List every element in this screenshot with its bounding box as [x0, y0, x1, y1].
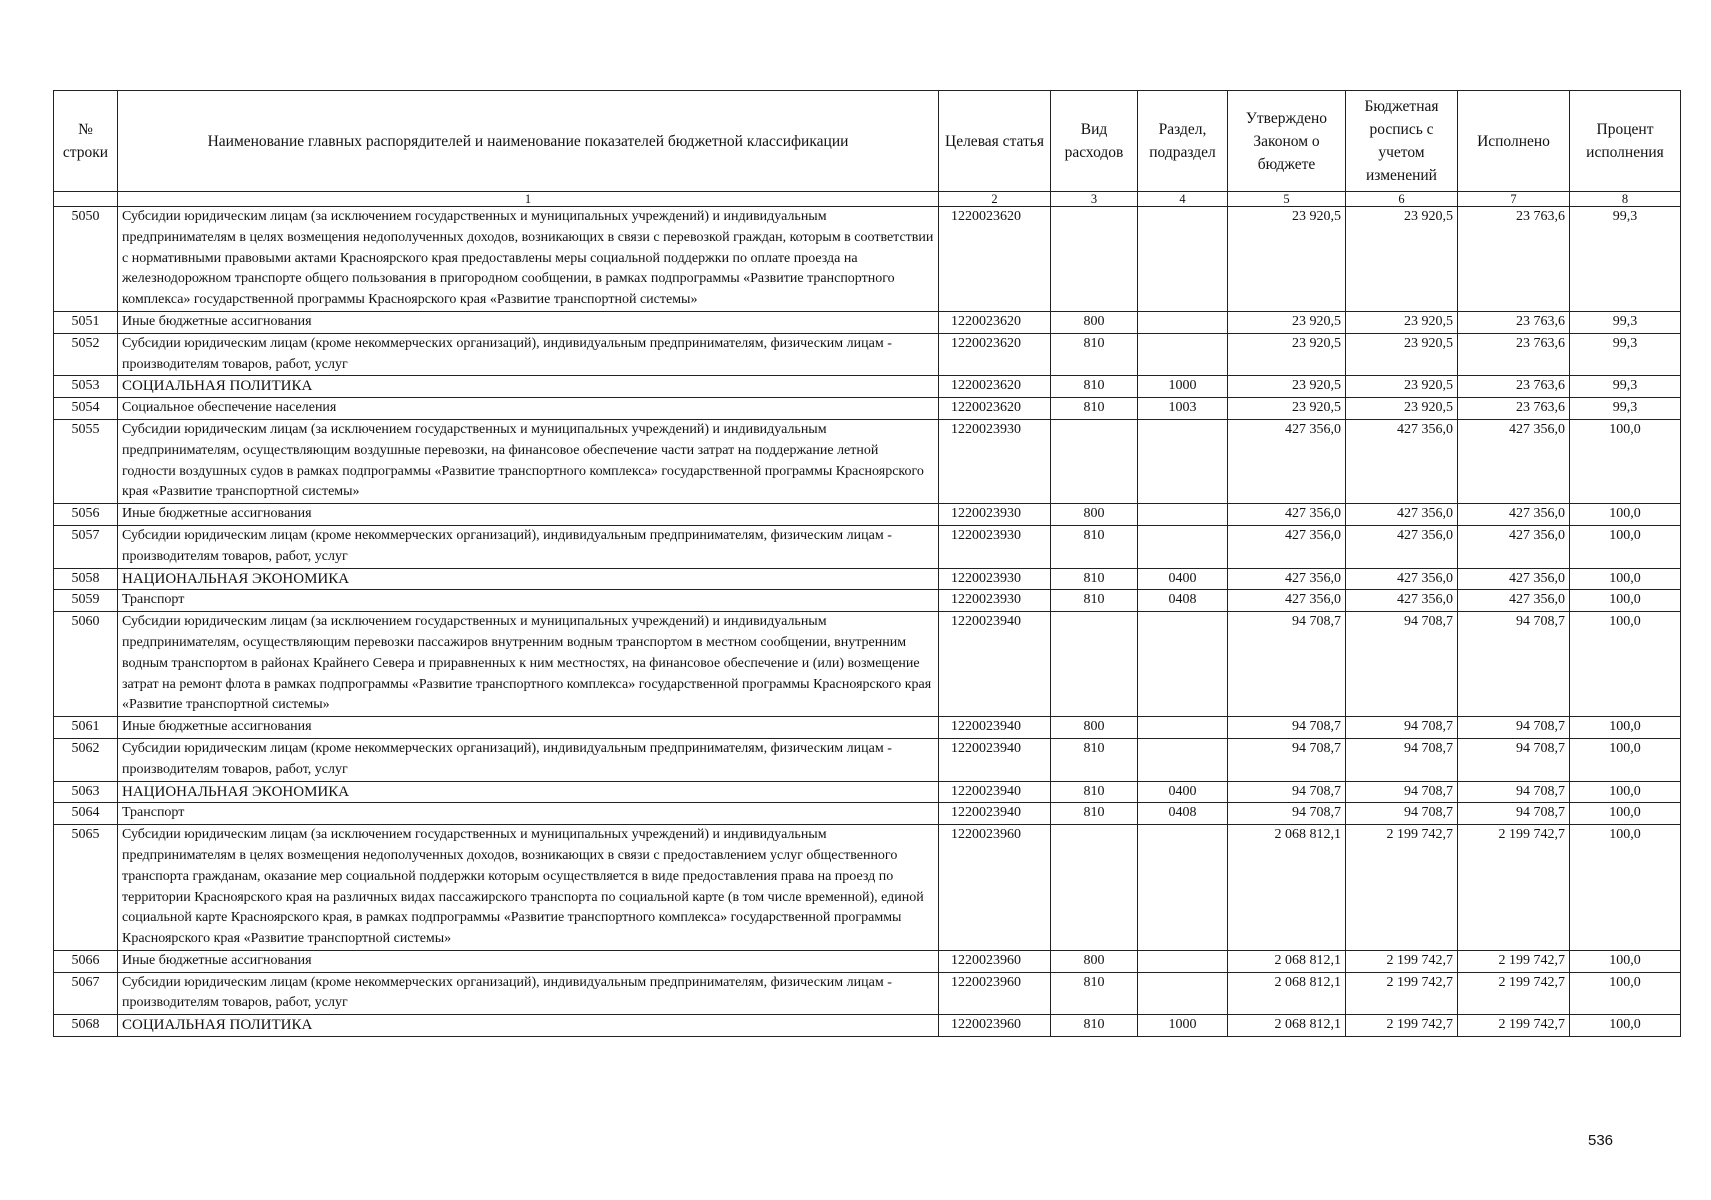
- budget-amount: 94 708,7: [1346, 717, 1458, 739]
- executed-amount: 23 763,6: [1458, 207, 1570, 312]
- section-code: [1138, 612, 1228, 717]
- row-name: Субсидии юридическим лицам (за исключением государственных и муниципальных учреждений) и индивидуальным предпринимателям в целях возмещения недополученных доходов, возникающих в связи с перевозкой граждан, которым в соответствии с нормативными правовыми актами Красноярского края предоставлены меры социальной поддержки по оплате проезда на железнодорожном транспорте общего пользования в пригородном сообщении, в рамках подпрограммы «Развитие транспортного комплекса» государственной программы Красноярского края «Развитие транспортной системы»: [118, 207, 939, 312]
- execution-percent: 100,0: [1570, 525, 1681, 568]
- target-article-code: 1220023620: [939, 333, 1051, 376]
- target-article-code: 1220023930: [939, 525, 1051, 568]
- target-article-code: 1220023960: [939, 972, 1051, 1015]
- expense-type-code: [1051, 825, 1138, 951]
- executed-amount: 427 356,0: [1458, 419, 1570, 503]
- approved-amount: 427 356,0: [1228, 419, 1346, 503]
- row-name: Транспорт: [118, 803, 939, 825]
- row-name: Субсидии юридическим лицам (за исключением государственных и муниципальных учреждений) и индивидуальным предпринимателям в целях возмещения недополученных доходов, возникающих в связи с предоставлением услуг общественного транспорта гражданам, оказание мер социальной поддержки которым осуществляется в виде предоставления права на проезд по территории Красноярского края на различных видах пассажирского транспорта по социальной карте (в том числе временной), единой социальной карте Красноярского края, в рамках подпрограммы «Развитие транспортного комплекса» государственной программы Красноярского края «Развитие транспортной системы»: [118, 825, 939, 951]
- expense-type-code: [1051, 207, 1138, 312]
- target-article-code: 1220023930: [939, 419, 1051, 503]
- row-name: Иные бюджетные ассигнования: [118, 504, 939, 526]
- execution-percent: 100,0: [1570, 950, 1681, 972]
- section-code: 0408: [1138, 590, 1228, 612]
- execution-percent: 99,3: [1570, 207, 1681, 312]
- row-number: 5051: [54, 311, 118, 333]
- executed-amount: 427 356,0: [1458, 568, 1570, 590]
- target-article-code: 1220023620: [939, 207, 1051, 312]
- row-number: 5053: [54, 376, 118, 398]
- section-code: [1138, 972, 1228, 1015]
- row-name: СОЦИАЛЬНАЯ ПОЛИТИКА: [118, 376, 939, 398]
- approved-amount: 23 920,5: [1228, 333, 1346, 376]
- approved-amount: 427 356,0: [1228, 525, 1346, 568]
- approved-amount: 94 708,7: [1228, 717, 1346, 739]
- expense-type-code: 800: [1051, 717, 1138, 739]
- target-article-code: 1220023930: [939, 504, 1051, 526]
- row-name: СОЦИАЛЬНАЯ ПОЛИТИКА: [118, 1015, 939, 1037]
- budget-amount: 23 920,5: [1346, 207, 1458, 312]
- execution-percent: 100,0: [1570, 1015, 1681, 1037]
- header-section: Раздел, подраздел: [1138, 91, 1228, 192]
- approved-amount: 94 708,7: [1228, 738, 1346, 781]
- target-article-code: 1220023960: [939, 950, 1051, 972]
- table-row: [54, 717, 1681, 739]
- table-row: [54, 333, 1681, 376]
- row-name: Субсидии юридическим лицам (кроме некоммерческих организаций), индивидуальным предпринимателям, физическим лицам - производителям товаров, работ, услуг: [118, 525, 939, 568]
- approved-amount: 23 920,5: [1228, 311, 1346, 333]
- approved-amount: 2 068 812,1: [1228, 950, 1346, 972]
- target-article-code: 1220023960: [939, 1015, 1051, 1037]
- row-number: 5055: [54, 419, 118, 503]
- target-article-code: 1220023930: [939, 590, 1051, 612]
- row-number: 5061: [54, 717, 118, 739]
- execution-percent: 100,0: [1570, 568, 1681, 590]
- executed-amount: 94 708,7: [1458, 612, 1570, 717]
- row-number: 5050: [54, 207, 118, 312]
- target-article-code: 1220023960: [939, 825, 1051, 951]
- execution-percent: 100,0: [1570, 590, 1681, 612]
- expense-type-code: 810: [1051, 781, 1138, 803]
- row-number: 5062: [54, 738, 118, 781]
- row-number: 5059: [54, 590, 118, 612]
- section-code: [1138, 717, 1228, 739]
- executed-amount: 2 199 742,7: [1458, 972, 1570, 1015]
- budget-amount: 23 920,5: [1346, 398, 1458, 420]
- table-row: [54, 568, 1681, 590]
- row-number: 5063: [54, 781, 118, 803]
- budget-amount: 2 199 742,7: [1346, 825, 1458, 951]
- header-row-no: № строки: [54, 91, 118, 192]
- target-article-code: 1220023620: [939, 398, 1051, 420]
- row-number: 5054: [54, 398, 118, 420]
- approved-amount: 94 708,7: [1228, 781, 1346, 803]
- executed-amount: 94 708,7: [1458, 717, 1570, 739]
- budget-amount: 23 920,5: [1346, 311, 1458, 333]
- budget-table: [53, 90, 1681, 1037]
- approved-amount: 2 068 812,1: [1228, 825, 1346, 951]
- table-row: [54, 1015, 1681, 1037]
- column-number: 1: [118, 192, 939, 207]
- column-number-row: [54, 192, 1681, 207]
- column-number-blank: [54, 192, 118, 207]
- row-name: Субсидии юридическим лицам (кроме некоммерческих организаций), индивидуальным предпринимателям, физическим лицам - производителям товаров, работ, услуг: [118, 738, 939, 781]
- section-code: 0400: [1138, 781, 1228, 803]
- executed-amount: 94 708,7: [1458, 738, 1570, 781]
- row-name: Субсидии юридическим лицам (за исключением государственных и муниципальных учреждений) и индивидуальным предпринимателям, осуществляющим перевозки пассажиров внутренним водным транспортом в местном сообщении, внутренним водным транспортом в районах Крайнего Севера и приравненных к ним местностях, на финансовое обеспечение и (или) возмещение затрат на ремонт флота в рамках подпрограммы «Развитие транспортного комплекса» государственной программы Красноярского края «Развитие транспортной системы»: [118, 612, 939, 717]
- table-row: [54, 803, 1681, 825]
- execution-percent: 100,0: [1570, 803, 1681, 825]
- table-row: [54, 504, 1681, 526]
- table-row: [54, 950, 1681, 972]
- column-number: 5: [1228, 192, 1346, 207]
- executed-amount: 2 199 742,7: [1458, 1015, 1570, 1037]
- executed-amount: 427 356,0: [1458, 504, 1570, 526]
- expense-type-code: 810: [1051, 590, 1138, 612]
- column-number: 8: [1570, 192, 1681, 207]
- budget-amount: 427 356,0: [1346, 590, 1458, 612]
- header-percent: Процент исполнения: [1570, 91, 1681, 192]
- target-article-code: 1220023930: [939, 568, 1051, 590]
- target-article-code: 1220023940: [939, 738, 1051, 781]
- budget-amount: 94 708,7: [1346, 781, 1458, 803]
- row-name: Субсидии юридическим лицам (кроме некоммерческих организаций), индивидуальным предпринимателям, физическим лицам - производителям товаров, работ, услуг: [118, 333, 939, 376]
- budget-amount: 23 920,5: [1346, 376, 1458, 398]
- executed-amount: 2 199 742,7: [1458, 825, 1570, 951]
- header-name: Наименование главных распорядителей и наименование показателей бюджетной классификации: [118, 91, 939, 192]
- row-name: НАЦИОНАЛЬНАЯ ЭКОНОМИКА: [118, 568, 939, 590]
- execution-percent: 100,0: [1570, 972, 1681, 1015]
- target-article-code: 1220023940: [939, 717, 1051, 739]
- target-article-code: 1220023940: [939, 803, 1051, 825]
- execution-percent: 100,0: [1570, 419, 1681, 503]
- approved-amount: 94 708,7: [1228, 803, 1346, 825]
- target-article-code: 1220023620: [939, 311, 1051, 333]
- section-code: [1138, 504, 1228, 526]
- execution-percent: 100,0: [1570, 738, 1681, 781]
- column-number: 6: [1346, 192, 1458, 207]
- section-code: [1138, 333, 1228, 376]
- table-row: [54, 612, 1681, 717]
- execution-percent: 99,3: [1570, 333, 1681, 376]
- budget-amount: 2 199 742,7: [1346, 950, 1458, 972]
- approved-amount: 23 920,5: [1228, 398, 1346, 420]
- executed-amount: 23 763,6: [1458, 376, 1570, 398]
- row-name: Социальное обеспечение населения: [118, 398, 939, 420]
- row-number: 5057: [54, 525, 118, 568]
- expense-type-code: 810: [1051, 738, 1138, 781]
- header-row: [54, 91, 1681, 192]
- expense-type-code: 810: [1051, 803, 1138, 825]
- row-number: 5066: [54, 950, 118, 972]
- section-code: [1138, 311, 1228, 333]
- row-name: Иные бюджетные ассигнования: [118, 717, 939, 739]
- executed-amount: 23 763,6: [1458, 398, 1570, 420]
- row-number: 5067: [54, 972, 118, 1015]
- approved-amount: 427 356,0: [1228, 504, 1346, 526]
- budget-amount: 427 356,0: [1346, 568, 1458, 590]
- header-target-article: Целевая статья: [939, 91, 1051, 192]
- expense-type-code: 800: [1051, 504, 1138, 526]
- table-row: [54, 376, 1681, 398]
- executed-amount: 427 356,0: [1458, 525, 1570, 568]
- target-article-code: 1220023940: [939, 781, 1051, 803]
- section-code: [1138, 738, 1228, 781]
- approved-amount: 23 920,5: [1228, 207, 1346, 312]
- budget-amount: 427 356,0: [1346, 525, 1458, 568]
- execution-percent: 99,3: [1570, 376, 1681, 398]
- executed-amount: 94 708,7: [1458, 803, 1570, 825]
- header-budget-list: Бюджетная роспись с учетом изменений: [1346, 91, 1458, 192]
- section-code: [1138, 207, 1228, 312]
- execution-percent: 100,0: [1570, 781, 1681, 803]
- row-name: Транспорт: [118, 590, 939, 612]
- section-code: 1003: [1138, 398, 1228, 420]
- row-name: Субсидии юридическим лицам (кроме некоммерческих организаций), индивидуальным предпринимателям, физическим лицам - производителям товаров, работ, услуг: [118, 972, 939, 1015]
- row-name: Субсидии юридическим лицам (за исключением государственных и муниципальных учреждений) и индивидуальным предпринимателям, осуществляющим воздушные перевозки, на финансовое обеспечение части затрат на поддержание летной годности воздушных судов в рамках подпрограммы «Развитие транспортного комплекса» государственной программы Красноярского края «Развитие транспортной системы»: [118, 419, 939, 503]
- row-name: Иные бюджетные ассигнования: [118, 950, 939, 972]
- expense-type-code: 810: [1051, 525, 1138, 568]
- execution-percent: 100,0: [1570, 717, 1681, 739]
- header-approved: Утверждено Законом о бюджете: [1228, 91, 1346, 192]
- row-number: 5060: [54, 612, 118, 717]
- budget-amount: 2 199 742,7: [1346, 972, 1458, 1015]
- table-row: [54, 738, 1681, 781]
- expense-type-code: 810: [1051, 1015, 1138, 1037]
- target-article-code: 1220023620: [939, 376, 1051, 398]
- section-code: 1000: [1138, 1015, 1228, 1037]
- table-row: [54, 972, 1681, 1015]
- section-code: [1138, 419, 1228, 503]
- expense-type-code: 800: [1051, 950, 1138, 972]
- expense-type-code: [1051, 419, 1138, 503]
- budget-amount: 427 356,0: [1346, 419, 1458, 503]
- table-row: [54, 311, 1681, 333]
- row-number: 5052: [54, 333, 118, 376]
- budget-amount: 427 356,0: [1346, 504, 1458, 526]
- budget-amount: 94 708,7: [1346, 738, 1458, 781]
- table-row: [54, 207, 1681, 312]
- section-code: [1138, 950, 1228, 972]
- section-code: 0408: [1138, 803, 1228, 825]
- executed-amount: 427 356,0: [1458, 590, 1570, 612]
- table-row: [54, 398, 1681, 420]
- execution-percent: 99,3: [1570, 398, 1681, 420]
- page-number: 536: [1588, 1132, 1614, 1149]
- execution-percent: 100,0: [1570, 504, 1681, 526]
- execution-percent: 100,0: [1570, 612, 1681, 717]
- table-row: [54, 419, 1681, 503]
- expense-type-code: 810: [1051, 972, 1138, 1015]
- header-executed: Исполнено: [1458, 91, 1570, 192]
- table-row: [54, 781, 1681, 803]
- expense-type-code: 810: [1051, 333, 1138, 376]
- row-number: 5068: [54, 1015, 118, 1037]
- approved-amount: 2 068 812,1: [1228, 1015, 1346, 1037]
- budget-amount: 94 708,7: [1346, 803, 1458, 825]
- row-number: 5058: [54, 568, 118, 590]
- expense-type-code: 810: [1051, 568, 1138, 590]
- section-code: 1000: [1138, 376, 1228, 398]
- section-code: [1138, 825, 1228, 951]
- section-code: 0400: [1138, 568, 1228, 590]
- execution-percent: 99,3: [1570, 311, 1681, 333]
- expense-type-code: 810: [1051, 398, 1138, 420]
- row-number: 5064: [54, 803, 118, 825]
- expense-type-code: 800: [1051, 311, 1138, 333]
- approved-amount: 427 356,0: [1228, 568, 1346, 590]
- column-number: 7: [1458, 192, 1570, 207]
- table-row: [54, 590, 1681, 612]
- header-expense-type: Вид расходов: [1051, 91, 1138, 192]
- expense-type-code: 810: [1051, 376, 1138, 398]
- expense-type-code: [1051, 612, 1138, 717]
- row-number: 5065: [54, 825, 118, 951]
- budget-amount: 2 199 742,7: [1346, 1015, 1458, 1037]
- column-number: 3: [1051, 192, 1138, 207]
- approved-amount: 94 708,7: [1228, 612, 1346, 717]
- target-article-code: 1220023940: [939, 612, 1051, 717]
- table-row: [54, 825, 1681, 951]
- approved-amount: 23 920,5: [1228, 376, 1346, 398]
- row-number: 5056: [54, 504, 118, 526]
- execution-percent: 100,0: [1570, 825, 1681, 951]
- approved-amount: 2 068 812,1: [1228, 972, 1346, 1015]
- section-code: [1138, 525, 1228, 568]
- table-row: [54, 525, 1681, 568]
- row-name: НАЦИОНАЛЬНАЯ ЭКОНОМИКА: [118, 781, 939, 803]
- approved-amount: 427 356,0: [1228, 590, 1346, 612]
- table-body: [54, 207, 1681, 1037]
- column-number: 4: [1138, 192, 1228, 207]
- budget-amount: 23 920,5: [1346, 333, 1458, 376]
- executed-amount: 94 708,7: [1458, 781, 1570, 803]
- executed-amount: 23 763,6: [1458, 311, 1570, 333]
- executed-amount: 23 763,6: [1458, 333, 1570, 376]
- row-name: Иные бюджетные ассигнования: [118, 311, 939, 333]
- column-number: 2: [939, 192, 1051, 207]
- budget-amount: 94 708,7: [1346, 612, 1458, 717]
- executed-amount: 2 199 742,7: [1458, 950, 1570, 972]
